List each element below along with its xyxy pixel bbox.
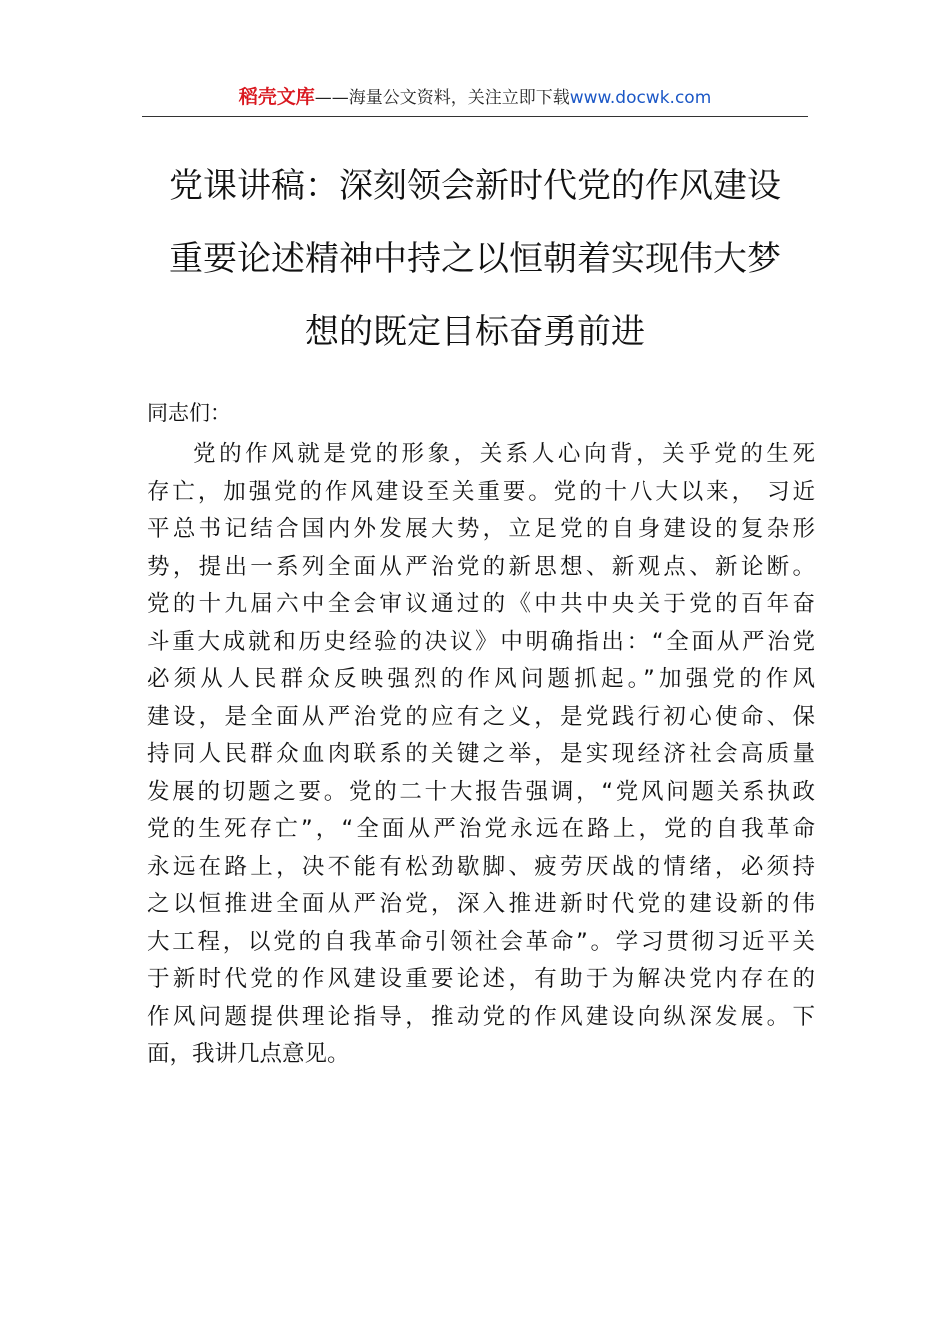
body-line: 建设，是全面从严治党的应有之义，是党践行初心使命、保 [147, 703, 815, 730]
body-line: 党的十九届六中全会审议通过的《中共中央关于党的百年奋 [147, 591, 815, 617]
body-line: 作风问题提供理论指导，推动党的作风建设向纵深发展。下 [147, 1003, 815, 1030]
body-line: 面，我讲几点意见。 [147, 1041, 350, 1067]
body-line: 存亡，加强党的作风建设至关重要。党的十八大以来， 习近 [147, 478, 815, 505]
body-line: 斗重大成就和历史经验的决议》中明确指出：“全面从严治党 [147, 628, 815, 655]
body-line: 之以恒推进全面从严治党，深入推进新时代党的建设新的伟 [147, 891, 815, 917]
body-line: 于新时代党的作风建设重要论述，有助于为解决党内存在的 [147, 966, 815, 992]
body-line: 发展的切题之要。党的二十大报告强调，“党风问题关系执政 [147, 778, 815, 805]
body-line: 大工程，以党的自我革命引领社会革命”。学习贯彻习近平关 [147, 928, 815, 955]
document-header [142, 82, 808, 117]
body-line: 持同人民群众血肉联系的关键之举，是实现经济社会高质量 [147, 741, 815, 767]
body-line: 必须从人民群众反映强烈的作风问题抓起。”加强党的作风 [147, 666, 815, 692]
body-line: 平总书记结合国内外发展大势，立足党的自身建设的复杂形 [147, 516, 815, 542]
brand-name: 稻壳文库 [238, 86, 315, 108]
body-line: 党的生死存亡”，“全面从严治党永远在路上，党的自我革命 [147, 816, 815, 842]
website-link[interactable]: www.docwk.com [569, 88, 712, 108]
header-tagline: ——海量公文资料，关注立即下载 [314, 88, 570, 108]
title-line: 党课讲稿：深刻领会新时代党的作风建设 [169, 166, 781, 206]
body-line: 势，提出一系列全面从严治党的新思想、新观点、新论断。 [147, 553, 815, 580]
body-paragraph [147, 436, 815, 1074]
body-line: 永远在路上，决不能有松劲歇脚、疲劳厌战的情绪，必须持 [147, 853, 815, 880]
title-line: 想的既定目标奋勇前进 [305, 312, 645, 352]
salutation: 同志们： [147, 401, 231, 425]
document-title [120, 150, 830, 369]
body-line: 党的作风就是党的形象，关系人心向背，关乎党的生死 [193, 441, 815, 467]
title-line: 重要论述精神中持之以恒朝着实现伟大梦 [169, 239, 781, 279]
